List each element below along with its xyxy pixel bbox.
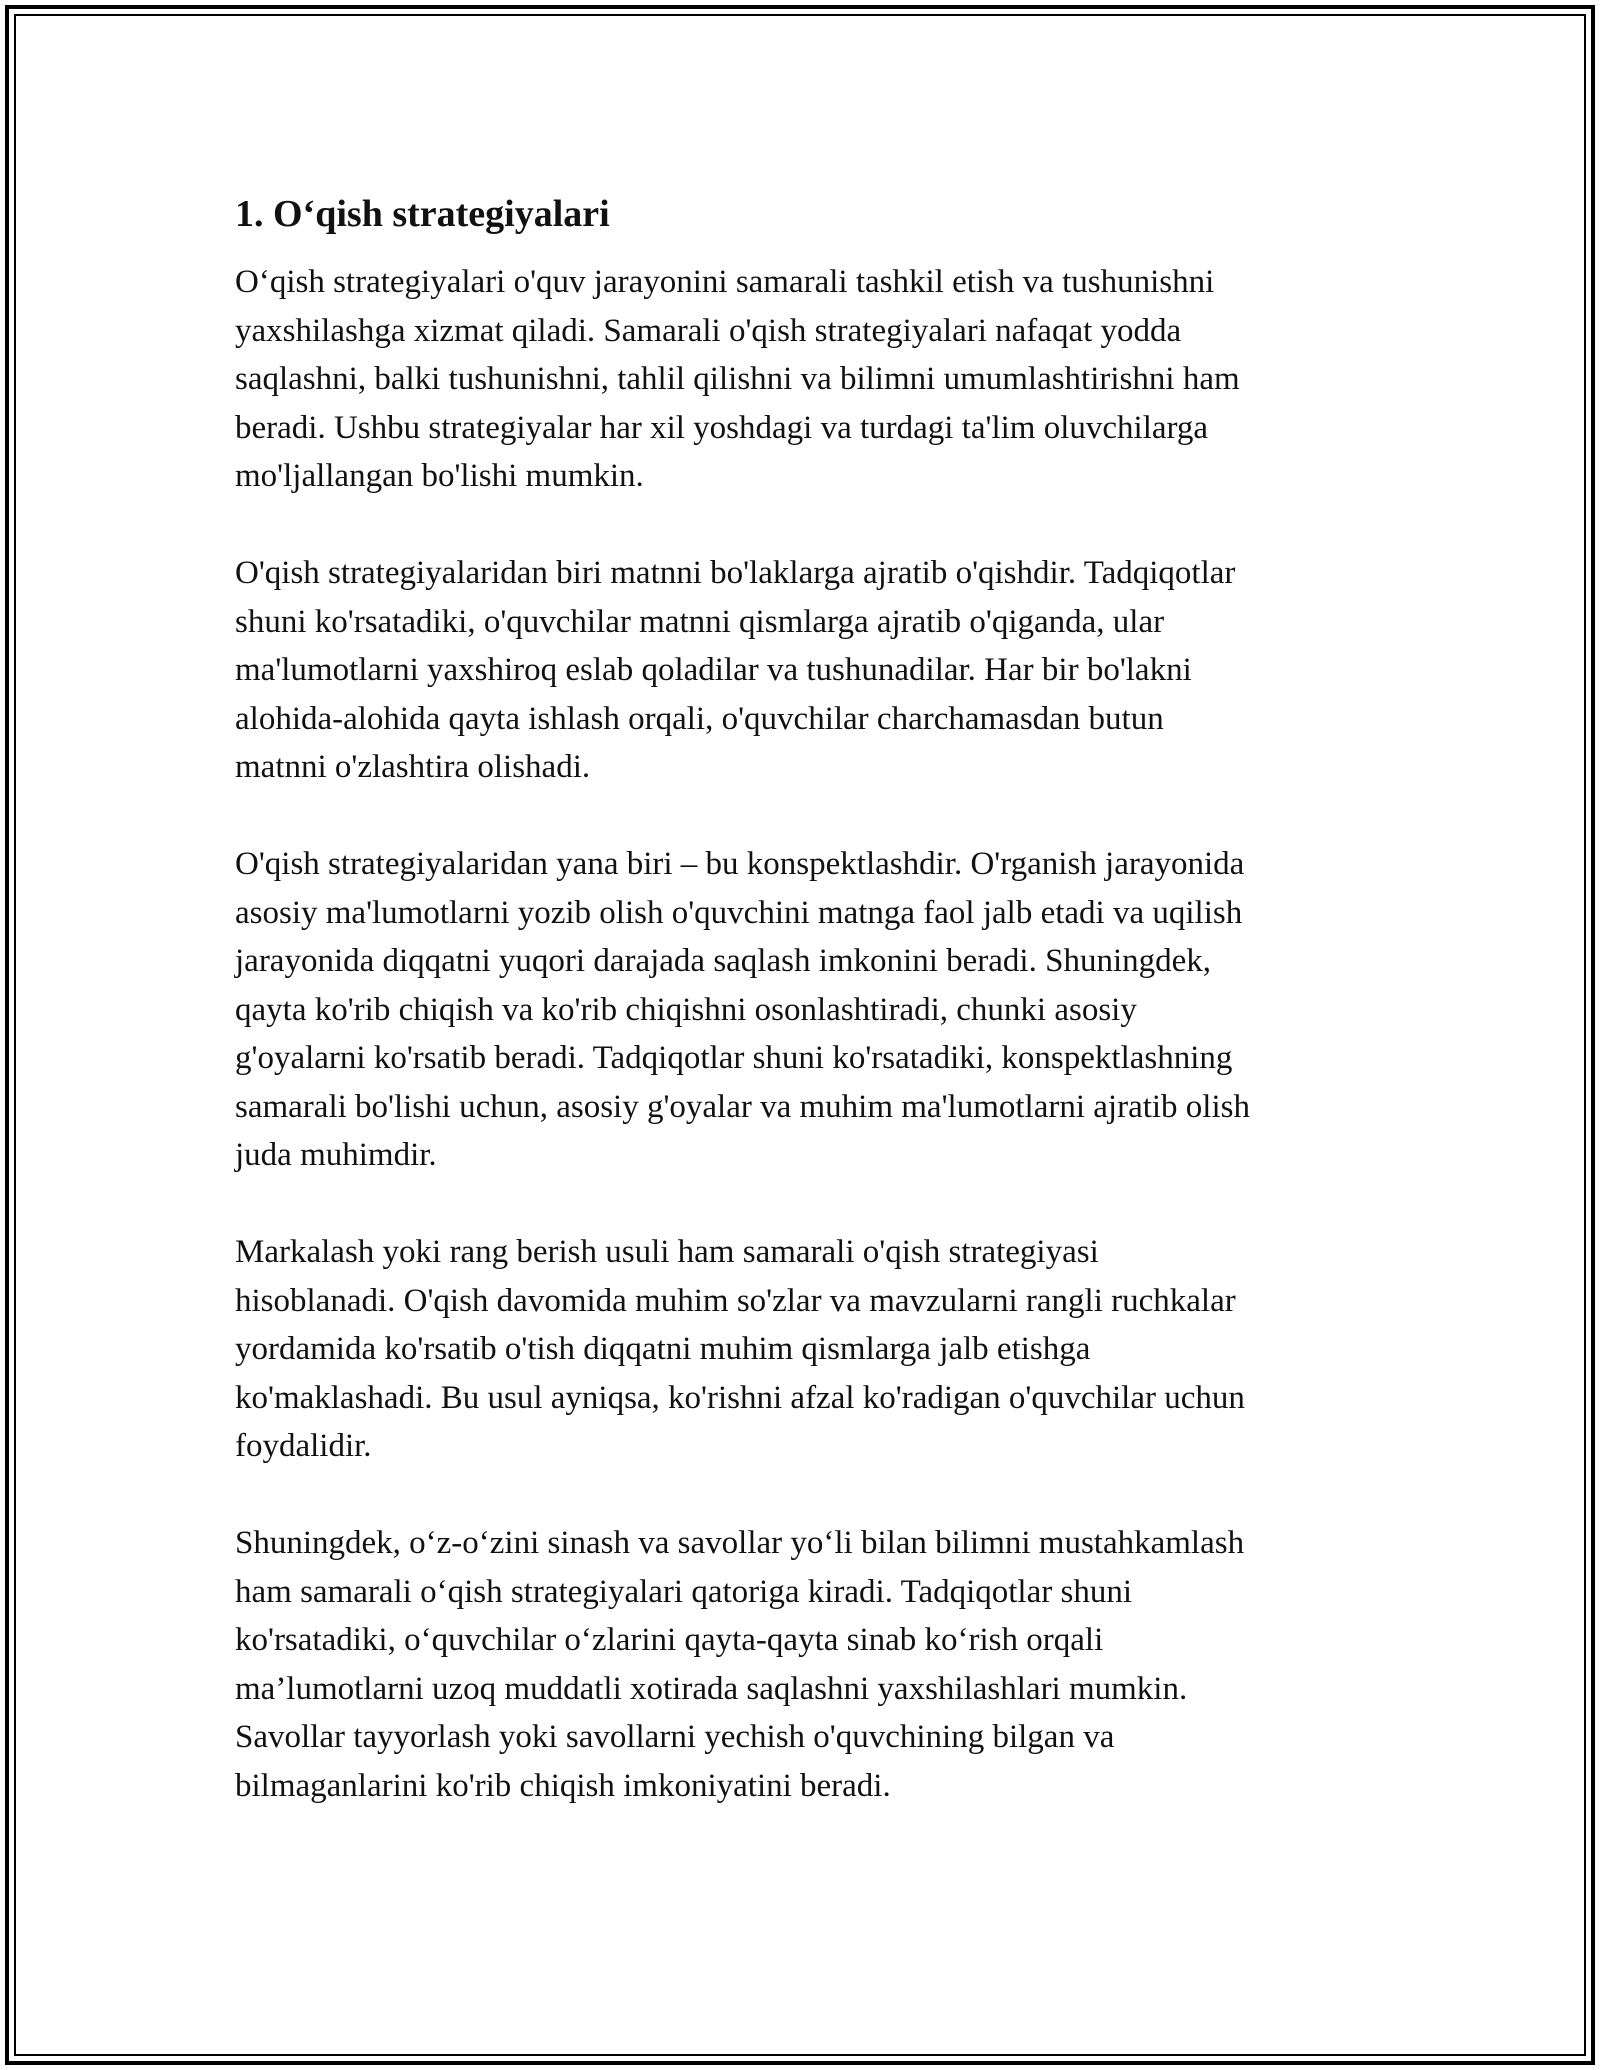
- text-line: hisoblanadi. O'qish davomida muhim so'zlar va mavzularni rangli ruchkalar: [235, 1282, 1236, 1319]
- text-line: beradi. Ushbu strategiyalar har xil yoshdagi va turdagi ta'lim oluvchilarga: [235, 409, 1209, 446]
- text-line: alohida-alohida qayta ishlash orqali, o'quvchilar charchamasdan butun: [235, 700, 1164, 737]
- text-line: mo'ljallangan bo'lishi mumkin.: [235, 458, 644, 494]
- text-line: yaxshilashga xizmat qiladi. Samarali o'qish strategiyalari nafaqat yodda: [235, 312, 1182, 349]
- text-line: O'qish strategiyalaridan yana biri – bu konspektlashdir. O'rganish jarayonida: [235, 846, 1245, 882]
- text-line: jarayonida diqqatni yuqori darajada saqlash imkonini beradi. Shuningdek,: [235, 943, 1212, 979]
- text-line: asosiy ma'lumotlarni yozib olish o'quvchini matnga faol jalb etadi va uqilish: [235, 894, 1243, 931]
- text-line: ham samarali o‘qish strategiyalari qatoriga kiradi. Tadqiqotlar shuni: [235, 1573, 1132, 1610]
- text-line: shuni ko'rsatadiki, o'quvchilar matnni qismlarga ajratib o'qiganda, ular: [235, 603, 1165, 640]
- text-line: ko'rsatadiki, o‘quvchilar o‘zlarini qayta-qayta sinab ko‘rish orqali: [235, 1622, 1104, 1658]
- text-line: ma'lumotlarni yaxshiroq eslab qoladilar va tushunadilar. Har bir bo'lakni: [235, 652, 1192, 688]
- text-line: yordamida ko'rsatib o'tish diqqatni muhim qismlarga jalb etishga: [235, 1331, 1091, 1367]
- text-line: Markalash yoki rang berish usuli ham samarali o'qish strategiyasi: [235, 1234, 1099, 1270]
- text-line: g'oyalarni ko'rsatib beradi. Tadqiqotlar shuni ko'rsatadiki, konspektlashning: [235, 1040, 1233, 1076]
- paragraph-4: [235, 1228, 1385, 1471]
- text-line: foydalidir.: [235, 1428, 372, 1464]
- text-line: Savollar tayyorlash yoki savollarni yechish o'quvchining bilgan va: [235, 1719, 1115, 1755]
- text-line: qayta ko'rib chiqish va ko'rib chiqishni osonlashtiradi, chunki asosiy: [235, 991, 1137, 1028]
- text-line: O'qish strategiyalaridan biri matnni bo'laklarga ajratib o'qishdir. Tadqiqotlar: [235, 555, 1236, 591]
- text-line: matnni o'zlashtira olishadi.: [235, 749, 591, 785]
- document-body: [235, 188, 1385, 1859]
- text-line: juda muhimdir.: [235, 1137, 437, 1173]
- text-line: O‘qish strategiyalari o'quv jarayonini samarali tashkil etish va tushunishni: [235, 264, 1215, 300]
- paragraph-5: [235, 1519, 1385, 1810]
- paragraph-1: [235, 258, 1385, 501]
- text-line: saqlashni, balki tushunishni, tahlil qilishni va bilimni umumlashtirishni ham: [235, 361, 1240, 397]
- text-line: samarali bo'lishi uchun, asosiy g'oyalar va muhim ma'lumotlarni ajratib olish: [235, 1088, 1250, 1125]
- paragraph-3: [235, 840, 1385, 1180]
- section-heading: 1. O‘qish strategiyalari: [235, 193, 610, 235]
- text-line: bilmaganlarini ko'rib chiqish imkoniyatini beradi.: [235, 1767, 891, 1804]
- paragraph-2: [235, 549, 1385, 792]
- text-line: ma’lumotlarni uzoq muddatli xotirada saqlashni yaxshilashlari mumkin.: [235, 1670, 1188, 1707]
- text-line: Shuningdek, o‘z-o‘zini sinash va savollar yo‘li bilan bilimni mustahkamlash: [235, 1525, 1245, 1561]
- text-line: ko'maklashadi. Bu usul ayniqsa, ko'rishni afzal ko'radigan o'quvchilar uchun: [235, 1379, 1245, 1416]
